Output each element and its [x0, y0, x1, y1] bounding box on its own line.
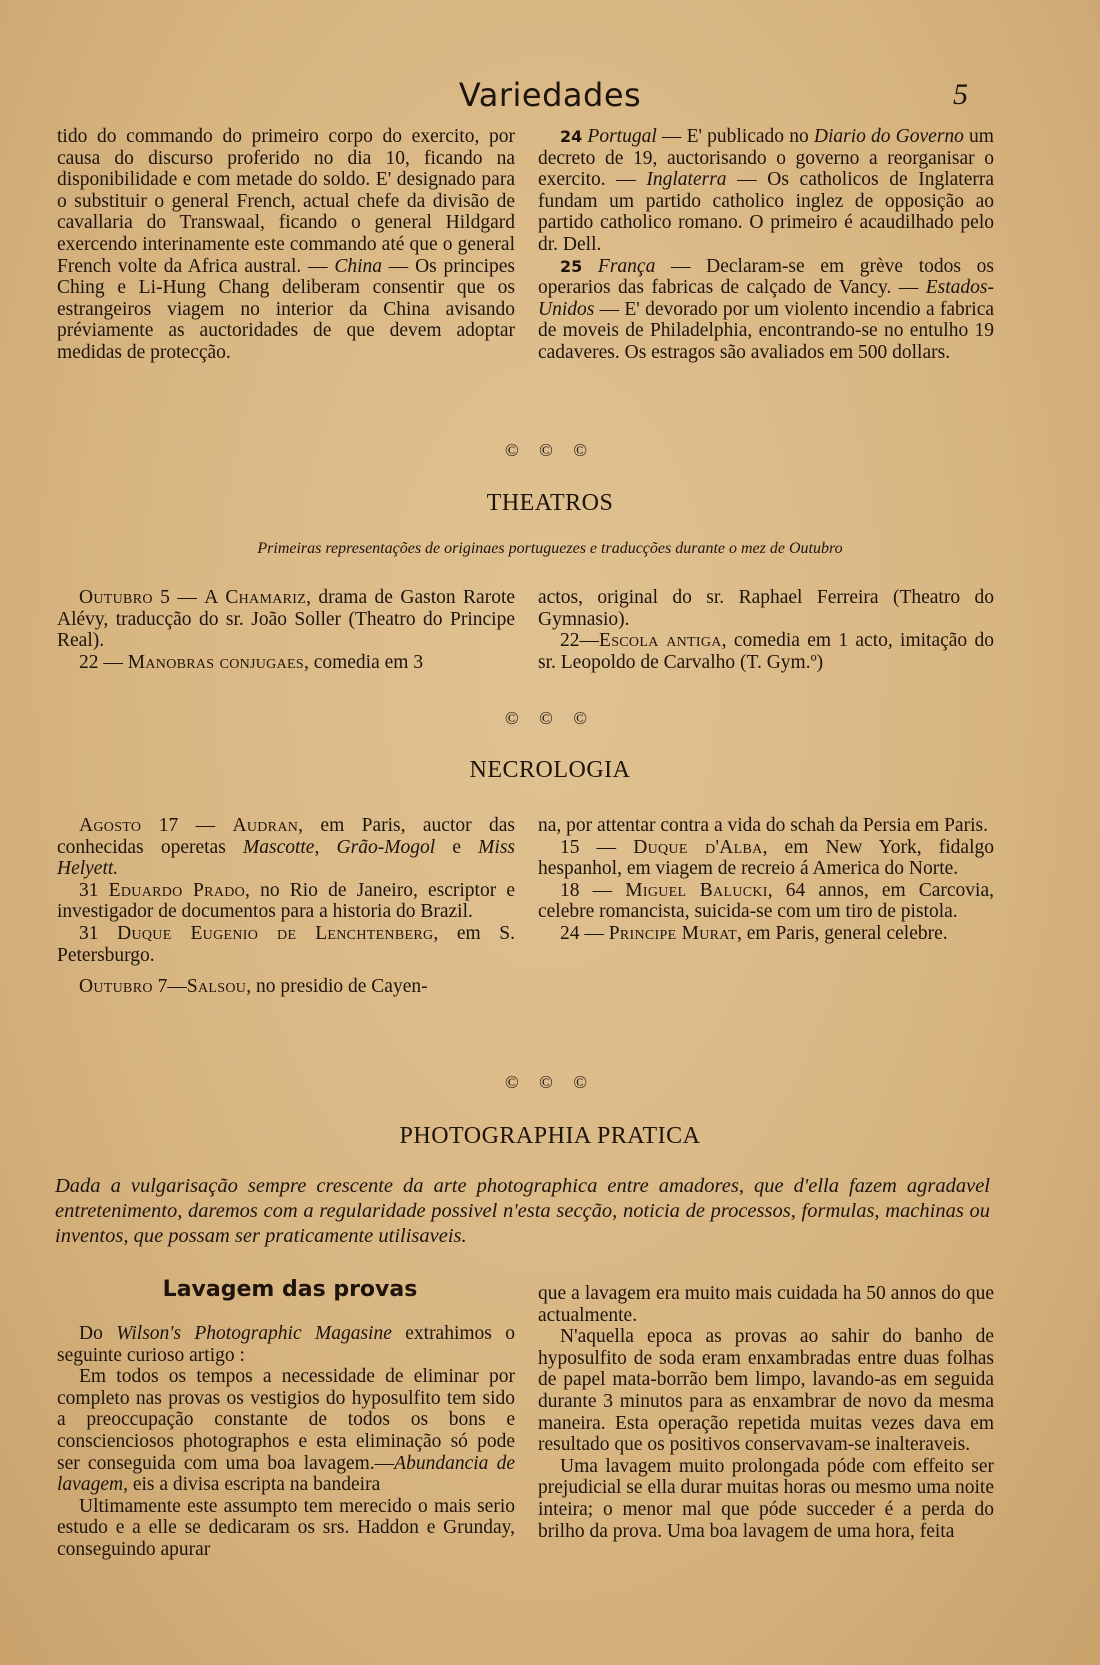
necrologia-text: , em Paris, auctor das conhecidas operetas — [57, 815, 515, 858]
page-number: 5 — [953, 78, 968, 111]
necrologia-text: 15 — — [560, 836, 634, 858]
article-left-column — [57, 1323, 515, 1561]
article-emphasis: Abundancia de lavagem — [57, 1452, 516, 1496]
theatros-left-column — [57, 587, 515, 673]
necrologia-text: , 64 annos, em Carcovia, celebre romancista, suicida-se com um tiro de pistola. — [538, 879, 995, 923]
person-name: Salsou — [186, 976, 247, 998]
person-name: Miguel Balucki — [625, 879, 768, 901]
section-subtitle-theatros: Primeiras representações de originaes portuguezes e traducções durante o mez de Outubro — [257, 540, 843, 557]
article-text: Ultimamente este assumpto tem merecido o mais serio estudo e a elle se dedicaram os srs. Haddon e Grunday, conseguindo apurar — [57, 1495, 515, 1560]
necrologia-text: 7— — [152, 976, 187, 998]
news-text: tido do commando do primeiro corpo do exercito, por causa do discurso proferido no dia 10, ficando na disponibilidade e com metade do soldo. E' designado para o substituir o general French, actual chefe da divisão de cavallaria do Transwaal, ficando o general Hildgard exercendo interinamente este commando até que o general French volte da Africa austral. — — [57, 126, 515, 277]
person-name: Duque d'Alba — [633, 836, 763, 858]
news-country-eua: Estados-Unidos — [538, 277, 994, 320]
article-text: que a lavagem era muito mais cuidada ha 50 annos do que actualmente. — [538, 1283, 994, 1326]
magazine-title: Wilson's Photographic Magasine — [116, 1323, 392, 1344]
theatros-text: 5 — — [152, 587, 205, 608]
article-text: , eis a divisa escripta na bandeira — [123, 1474, 381, 1496]
news-text: — Os principes Ching e Li-Hung Chang deliberam consentir que os estrangeiros viagem no interior da China avisando préviamente as auctoridades de que devem adoptar medidas de protecção. — [57, 255, 515, 363]
necrologia-text: e — [435, 836, 479, 858]
section-title-theatros: THEATROS — [486, 490, 614, 516]
news-right-column — [538, 126, 994, 364]
month-label: Outubro — [79, 587, 153, 608]
necrologia-text: , em Paris, general celebre. — [737, 922, 948, 944]
news-country-portugal: Portugal — [587, 126, 657, 147]
work-title: Grão-Mogol — [336, 836, 436, 858]
necrologia-text: , no presidio de Cayen- — [246, 976, 428, 998]
news-text: — Os catholicos de Inglaterra fundam um partido catholico inglez de opposição ao partido catholico romano. O primeiro é acaudilhado pelo dr. Dell. — [538, 169, 995, 255]
month-label: Outubro — [79, 976, 153, 998]
news-text: — E' publicado no — [656, 126, 814, 147]
play-title: Escola antiga — [599, 630, 722, 652]
ornament-divider: © © © — [504, 1072, 596, 1092]
article-text: Em todos os tempos a necessidade de eliminar por completo nas provas os vestigios do hyposulfito tem sido a preoccupação constante de todos os bons e conscienciosos photographos e esta eliminação só pode ser conseguida com uma boa lavagem.— — [57, 1366, 515, 1474]
theatros-right-column — [538, 587, 994, 673]
play-title: A Chamariz — [204, 587, 307, 608]
article-text: extrahimos o seguinte curioso artigo : — [57, 1323, 515, 1366]
theatros-text: 22— — [560, 630, 599, 652]
necrologia-right-column — [538, 815, 994, 945]
necrologia-text: 17 — — [141, 815, 233, 836]
news-text: — E' devorado por um violento incendio a fabrica de moveis de Philadelphia, encontrando-se no entulho 19 cadaveres. Os estragos são avaliados em 500 dollars. — [538, 298, 994, 363]
person-name: Audran — [232, 815, 299, 836]
necrologia-text: 24 — — [560, 922, 609, 944]
ornament-divider: © © © — [504, 440, 596, 460]
necrologia-text: , — [314, 836, 337, 858]
section-title-photographia: PHOTOGRAPHIA PRATICA — [399, 1123, 701, 1149]
article-text: Do — [79, 1323, 117, 1344]
article-text: Uma lavagem muito prolongada póde com effeito ser prejudicial se ella durar muitas horas ou mesmo uma noite inteira; o menor mal que póde succeder é a perda do brilho da prova. Uma boa lavagem de uma hora, feita — [538, 1455, 994, 1542]
news-text: um decreto de 19, auctorisando o governo a reorganisar o exercito. — — [538, 126, 994, 191]
news-day: 25 — [560, 256, 583, 276]
theatros-text: , comedia em 1 acto, imitação do sr. Leopoldo de Carvalho (T. Gym.º) — [538, 630, 994, 673]
section-intro: Dada a vulgarisação sempre crescente da arte photographica entre amadores, que d'ella fazem agradavel entretenimento, daremos com a regularidade possivel n'esta secção, noticia de processos, formulas, machinas ou inventos, que possam ser praticamente utilisaveis. — [55, 1175, 990, 1247]
necrologia-left-column — [57, 815, 515, 998]
necrologia-text: , no Rio de Janeiro, escriptor e investigador de documentos para a historia do Brazil. — [57, 879, 516, 923]
person-name: Eduardo Prado — [108, 879, 246, 901]
article-right-column — [538, 1283, 994, 1542]
page-header-title: Variedades — [458, 76, 642, 114]
necrologia-text: 18 — — [560, 879, 626, 901]
article-title: Lavagem das provas — [162, 1277, 418, 1302]
theatros-text: , comedia em 3 — [303, 651, 424, 673]
article-text: N'aquella epoca as provas ao sahir do banho de hyposulfito de soda eram enxambradas entre duas folhas de papel mata-borrão bem limpo, lavando-as em seguida durante 3 minutos para as enxambrar de novo da mesma maneira. Esta operação repetida muitas vezes dava em resultado que os positivos conservavam-se inalteraveis. — [538, 1326, 994, 1456]
necrologia-text: 31 — [79, 922, 118, 944]
news-day: 24 — [560, 127, 583, 146]
work-title: Mascotte — [242, 836, 315, 858]
ornament-divider: © © © — [504, 708, 596, 728]
play-title: Manobras conjugaes — [127, 651, 304, 673]
news-text: — Declaram-se em grève todos os operarios das fabricas de calçado de Vancy. — — [538, 255, 994, 299]
person-name: Duque Eugenio de Lenchtenberg — [117, 922, 434, 944]
necrologia-text: , em New York, fidalgo hespanhol, em viagem de recreio á America do Norte. — [538, 836, 994, 880]
necrologia-text: na, por attentar contra a vida do schah da Persia em Paris. — [538, 815, 988, 836]
necrologia-text: 31 — [79, 879, 109, 901]
theatros-text: actos, original do sr. Raphael Ferreira (Theatro do Gymnasio). — [538, 587, 994, 630]
section-title-necrologia: NECROLOGIA — [469, 757, 631, 783]
necrologia-text: , em S. Petersburgo. — [57, 922, 516, 966]
news-publication: Diario do Governo — [813, 126, 964, 147]
work-title: Miss Helyett. — [57, 836, 516, 880]
person-name: Principe Murat — [608, 922, 738, 944]
theatros-text: 22 — — [79, 651, 128, 673]
news-country-franca: França — [597, 255, 656, 277]
news-left-column — [57, 126, 515, 364]
theatros-text: , drama de Gaston Rarote Alévy, traducção do sr. João Soller (Theatro do Principe Real). — [57, 587, 516, 652]
news-country-inglaterra: Inglaterra — [646, 169, 727, 191]
month-label: Agosto — [79, 815, 142, 836]
news-country-china: China — [334, 255, 382, 277]
